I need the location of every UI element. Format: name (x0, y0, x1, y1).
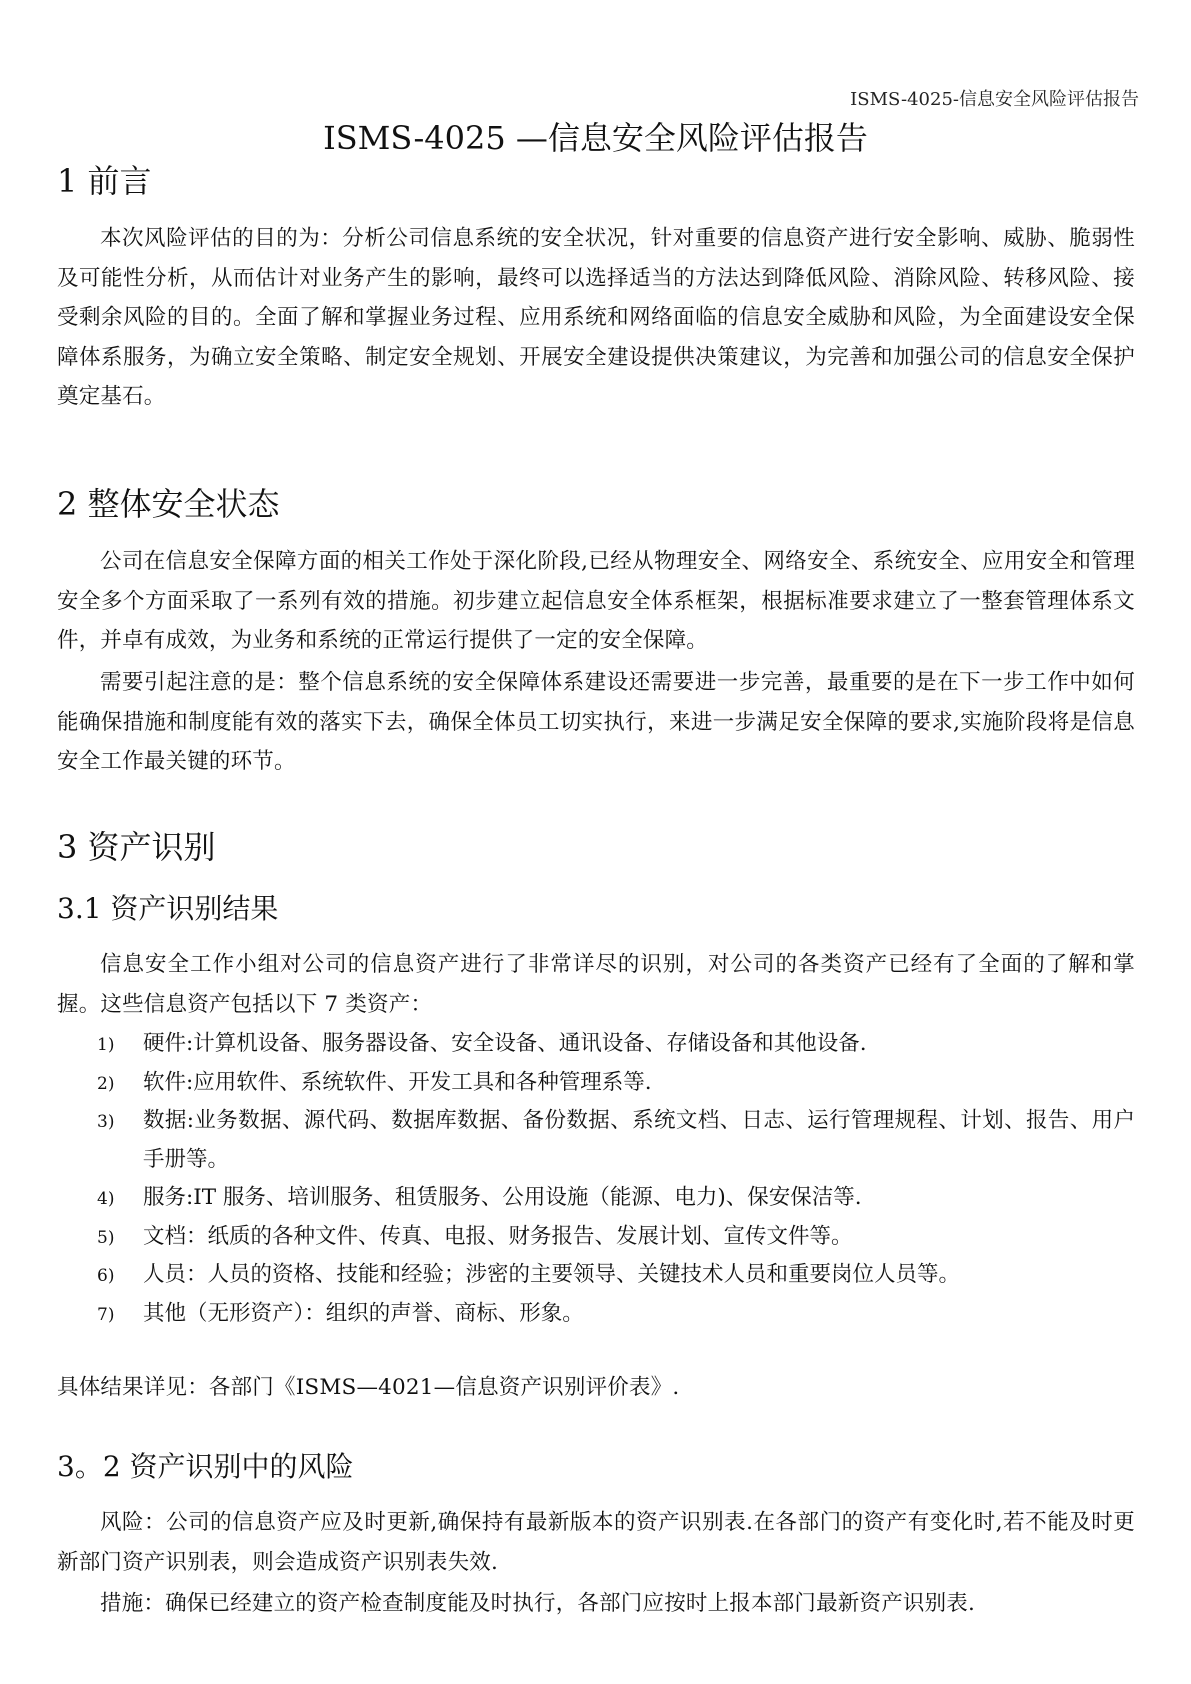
list-item-number: 1) (97, 1035, 115, 1055)
section-3-1-result: 具体结果详见：各部门《ISMS—4021—信息资产识别评价表》. (57, 1375, 680, 1400)
list-item (57, 1218, 1135, 1257)
list-item-text: 服务:IT 服务、培训服务、租赁服务、公用设施（能源、电力)、保安保洁等. (143, 1185, 862, 1210)
list-item-number: 7) (97, 1304, 115, 1325)
section-3-1-heading: 3.1 资产识别结果 (57, 892, 279, 925)
document-title: ISMS-4025 —信息安全风险评估报告 (323, 119, 868, 157)
section-1-heading: 1 前言 (57, 162, 152, 200)
section-3-2-measure: 措施：确保已经建立的资产检查制度能及时执行，各部门应按时上报本部门最新资产识别表. (100, 1591, 976, 1616)
list-item-text: 数据:业务数据、源代码、数据库数据、备份数据、系统文档、日志、运行管理规程、计划、报告、用户手册等。 (143, 1108, 1135, 1172)
asset-category-list (57, 1025, 1135, 1333)
list-item-text: 文档：纸质的各种文件、传真、电报、财务报告、发展计划、宣传文件等。 (143, 1223, 853, 1249)
section-2-paragraph-2: 需要引起注意的是：整个信息系统的安全保障体系建设还需要进一步完善，最重要的是在下一步工作中如何能确保措施和制度能有效的落实下去，确保全体员工切实执行，来进一步满足安全保障的要求,实施阶段将是信息安全工作最关键的环节。 (57, 670, 1135, 774)
list-item-number: 2) (97, 1073, 115, 1094)
list-item-text: 硬件:计算机设备、服务器设备、安全设备、通讯设备、存储设备和其他设备. (143, 1031, 867, 1056)
list-item-number: 5) (97, 1227, 115, 1248)
list-item-number: 4) (97, 1189, 115, 1209)
list-item (57, 1256, 1135, 1295)
section-1-paragraph: 本次风险评估的目的为：分析公司信息系统的安全状况，针对重要的信息资产进行安全影响、威胁、脆弱性及可能性分析，从而估计对业务产生的影响，最终可以选择适当的方法达到降低风险、消除风险、转移风险、接受剩余风险的目的。全面了解和掌握业务过程、应用系统和网络面临的信息安全威胁和风险，为全面建设安全保障体系服务，为确立安全策略、制定安全规划、开展安全建设提供决策建议，为完善和加强公司的信息安全保护奠定基石。 (57, 226, 1135, 409)
section-3-2-heading: 3。2 资产识别中的风险 (57, 1450, 354, 1483)
list-item-text: 其他（无形资产）：组织的声誉、商标、形象。 (143, 1300, 584, 1326)
section-3-heading: 3 资产识别 (57, 828, 216, 866)
list-item-text: 人员：人员的资格、技能和经验；涉密的主要领导、关键技术人员和重要岗位人员等。 (143, 1262, 961, 1287)
list-item-number: 3) (97, 1112, 115, 1132)
section-2-paragraph-1: 公司在信息安全保障方面的相关工作处于深化阶段,已经从物理安全、网络安全、系统安全、应用安全和管理安全多个方面采取了一系列有效的措施。初步建立起信息安全体系框架，根据标准要求建立了一整套管理体系文件，并卓有成效，为业务和系统的正常运行提供了一定的安全保障。 (57, 549, 1135, 653)
section-3-2-risk: 风险：公司的信息资产应及时更新,确保持有最新版本的资产识别表.在各部门的资产有变化时,若不能及时更新部门资产识别表，则会造成资产识别表失效. (57, 1510, 1135, 1575)
list-item (57, 1179, 1135, 1218)
list-item (57, 1025, 1135, 1064)
list-item (57, 1102, 1135, 1179)
list-item (57, 1295, 1135, 1334)
list-item-text: 软件:应用软件、系统软件、开发工具和各种管理系等. (143, 1069, 652, 1095)
running-header: ISMS-4025-信息安全风险评估报告 (850, 89, 1139, 110)
section-2-heading: 2 整体安全状态 (57, 485, 280, 523)
section-3-1-intro: 信息安全工作小组对公司的信息资产进行了非常详尽的识别，对公司的各类资产已经有了全面的了解和掌握。这些信息资产包括以下 7 类资产： (57, 952, 1135, 1017)
list-item-number: 6) (97, 1266, 115, 1286)
list-item (57, 1064, 1135, 1103)
